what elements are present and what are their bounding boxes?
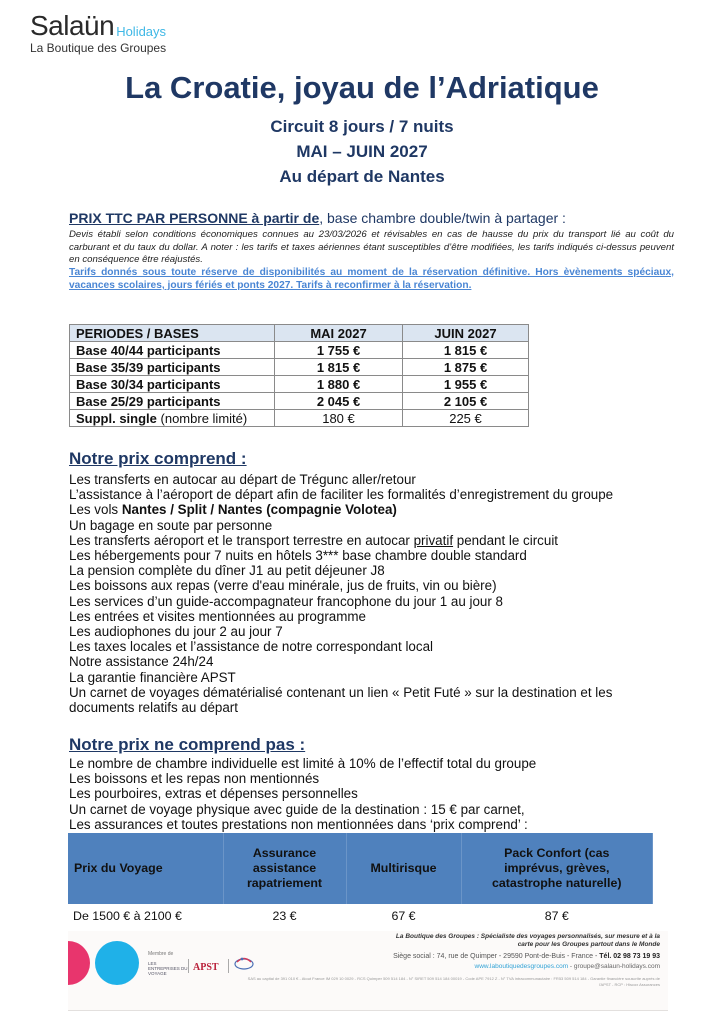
list-item: Notre assistance 24h/24 bbox=[69, 654, 214, 670]
website-link[interactable]: www.laboutiquedesgroupes.com bbox=[474, 963, 569, 970]
row-label: Base 25/29 participants bbox=[70, 393, 275, 410]
table-row bbox=[70, 359, 529, 376]
table-row bbox=[70, 342, 529, 359]
pack-confort-price: 87 € bbox=[544, 909, 569, 923]
list-item: La garantie financière APST bbox=[69, 669, 236, 685]
pricing-heading bbox=[69, 210, 566, 226]
single-mai: 180 € bbox=[275, 410, 403, 427]
price-juin: 1 815 € bbox=[403, 342, 529, 359]
list-item: Les hébergements pour 7 nuits en hôtels 3*** base chambre double standard bbox=[69, 548, 527, 564]
transport-suffix: pendant le circuit bbox=[453, 532, 559, 548]
list-item bbox=[69, 502, 669, 517]
email[interactable]: - groupe@salaun-holidays.com bbox=[568, 963, 660, 970]
trip-period: MAI – JUIN 2027 bbox=[296, 142, 428, 161]
list-item: Le nombre de chambre individuelle est limité à 10% de l’effectif total du groupe bbox=[69, 756, 537, 771]
col-assistance: Assurance assistance rapatriement bbox=[223, 833, 346, 904]
flights-route: Nantes / Split / Nantes (compagnie Volotea) bbox=[121, 502, 397, 518]
price-juin: 1 875 € bbox=[403, 359, 529, 376]
list-item: Les boissons aux repas (verre d'eau minérale, jus de fruits, vin ou bière) bbox=[69, 578, 497, 594]
excludes-heading: Notre prix ne comprend pas : bbox=[69, 735, 306, 754]
pricing-disclaimer: Devis établi selon conditions économiques connues au 23/03/2026 et révisables en cas de hausse du prix du transport lié au coût du carburant et du taux du dollar. A noter : les tarifs et taxes aériennes étant susceptibles d’être modifiées, les tarifs indiqués ci-dessus peuvent en conséquence être réajustés. bbox=[69, 229, 674, 265]
footer-tagline: La Boutique des Groupes : Spécialiste des voyages personnalisés, sur mesure et à la carte pour les Groupes partout dans le Monde bbox=[395, 933, 660, 948]
price-juin: 2 105 € bbox=[403, 393, 529, 410]
single-juin: 225 € bbox=[403, 410, 529, 427]
trip-duration: Circuit 8 jours / 7 nuits bbox=[270, 117, 454, 136]
col-pack-confort: Pack Confort (cas imprévus, grèves, catastrophe naturelle) bbox=[461, 833, 653, 904]
price-table-header bbox=[70, 325, 529, 342]
divider bbox=[188, 959, 189, 973]
price-table bbox=[69, 324, 529, 427]
includes-list bbox=[69, 472, 669, 715]
row-label: Base 40/44 participants bbox=[70, 342, 275, 359]
logo-tagline: La Boutique des Groupes bbox=[30, 41, 167, 55]
row-label bbox=[70, 410, 275, 427]
insurance-header bbox=[68, 833, 653, 904]
list-item: Les assurances et toutes prestations non mentionnées dans ‘prix comprend’ : bbox=[69, 816, 528, 832]
assistance-price: 23 € bbox=[272, 909, 297, 923]
includes-heading: Notre prix comprend : bbox=[69, 449, 247, 468]
table-row-single bbox=[70, 410, 529, 427]
list-item bbox=[69, 533, 669, 548]
trip-price-range: De 1500 € à 2100 € bbox=[73, 909, 182, 923]
trip-departure: Au départ de Nantes bbox=[279, 167, 445, 186]
list-item: Les entrées et visites mentionnées au programme bbox=[69, 608, 366, 624]
footer-address: Siège social : 74, rue de Quimper - 29590 Pont-de-Buis - France - Tél. 02 98 73 19 93 bbox=[393, 953, 660, 960]
price-juin: 1 955 € bbox=[403, 376, 529, 393]
flights-prefix: Les vols bbox=[69, 502, 122, 518]
certification-icon bbox=[233, 953, 255, 971]
page-title: La Croatie, joyau de l’Adriatique bbox=[125, 70, 599, 105]
member-label: Membre de bbox=[148, 951, 174, 957]
list-item: Un carnet de voyage physique avec guide de la destination : 15 € par carnet, bbox=[69, 801, 525, 817]
apst-logo: APST bbox=[193, 962, 219, 973]
brand-dot-blue bbox=[95, 941, 139, 985]
col-periods: PERIODES / BASES bbox=[70, 325, 275, 342]
single-note: (nombre limité) bbox=[156, 410, 248, 426]
footer-phone: Tél. 02 98 73 19 93 bbox=[599, 953, 660, 960]
single-label: Suppl. single bbox=[76, 410, 157, 426]
list-item: Les transferts en autocar au départ de Trégunc aller/retour bbox=[69, 472, 416, 487]
list-item: Les pourboires, extras et dépenses personnelles bbox=[69, 786, 358, 802]
col-juin: JUIN 2027 bbox=[403, 325, 529, 342]
list-item: Les services d’un guide-accompagnateur francophone du jour 1 au jour 8 bbox=[69, 593, 503, 609]
table-row bbox=[70, 393, 529, 410]
privatif: privatif bbox=[413, 532, 454, 548]
excludes-list bbox=[69, 756, 669, 832]
transport-prefix: Les transferts aéroport et le transport terrestre en autocar bbox=[69, 532, 414, 548]
entreprises-du-voyage-logo: LES ENTREPRISES DU VOYAGE bbox=[148, 961, 188, 976]
company-logo bbox=[30, 12, 190, 55]
footer-contact bbox=[475, 963, 660, 970]
table-row bbox=[70, 376, 529, 393]
multirisque-price: 67 € bbox=[391, 909, 416, 923]
pricing-heading-bold: PRIX TTC PAR PERSONNE à partir de bbox=[69, 210, 320, 226]
pricing-heading-rest: , base chambre double/twin à partager : bbox=[319, 210, 566, 226]
logo-name: Salaün bbox=[30, 10, 115, 41]
price-mai: 1 880 € bbox=[275, 376, 403, 393]
footer bbox=[68, 931, 668, 1011]
list-item: La pension complète du dîner J1 au petit déjeuner J8 bbox=[69, 563, 385, 579]
pricing-notice: Tarifs donnés sous toute réserve de disponibilités au moment de la réservation définitive. Hors èvènements spéciaux, vacances scolaires, jours fériés et ponts 2027. Tarifs à reconfirmer à la réservation. bbox=[69, 267, 674, 291]
col-mai: MAI 2027 bbox=[275, 325, 403, 342]
insurance-table bbox=[68, 833, 653, 928]
table-row bbox=[68, 904, 653, 928]
price-mai: 1 755 € bbox=[275, 342, 403, 359]
list-item: Les taxes locales et l’assistance de notre correspondant local bbox=[69, 639, 433, 655]
col-trip-price: Prix du Voyage bbox=[68, 833, 223, 904]
divider bbox=[228, 959, 229, 973]
list-item: Un bagage en soute par personne bbox=[69, 517, 273, 533]
row-label: Base 35/39 participants bbox=[70, 359, 275, 376]
price-mai: 1 815 € bbox=[275, 359, 403, 376]
col-multirisque: Multirisque bbox=[346, 833, 461, 904]
brand-dot-pink bbox=[68, 941, 90, 985]
list-item: Les boissons et les repas non mentionnés bbox=[69, 771, 320, 787]
list-item: Les audiophones du jour 2 au jour 7 bbox=[69, 624, 283, 640]
list-item: L’assistance à l’aéroport de départ afin de faciliter les formalités d’enregistrement du groupe bbox=[69, 487, 614, 503]
row-label: Base 30/34 participants bbox=[70, 376, 275, 393]
footer-legal: SAS au capital de 391 010 € - Atout France IM 029 10 0029 - RCS Quimper 509 514 184 - N° SIRET 509 514 184 00019 - Code APE 7912 Z - N° TVA intracommunautaire : FR53 509 514 184 - Garantie financière souscrite auprès de l'APST - RCP : Hiscox Assurances bbox=[247, 976, 660, 987]
logo-holidays: Holidays bbox=[116, 24, 167, 39]
list-item: Un carnet de voyages dématérialisé contenant un lien « Petit Futé » sur la destination et les documents relatifs au départ bbox=[69, 684, 613, 716]
price-mai: 2 045 € bbox=[275, 393, 403, 410]
